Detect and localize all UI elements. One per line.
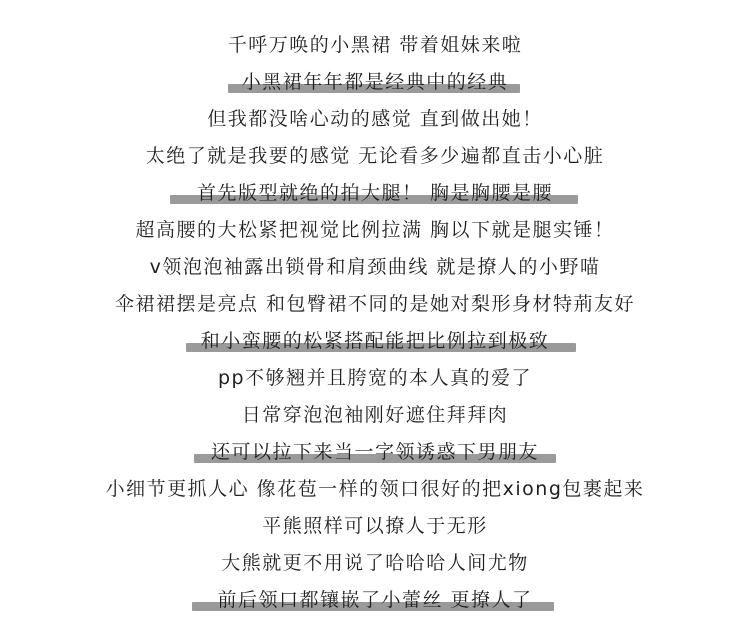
text-line-1 (0, 27, 750, 64)
text-line-9 (0, 323, 750, 360)
text-line-14 (0, 508, 750, 545)
text-line-4 (0, 138, 750, 175)
text-document (0, 27, 750, 619)
text-line-3 (0, 101, 750, 138)
line-text: 小黑裙年年都是经典中的经典 (241, 71, 509, 93)
line-text: 日常穿泡泡袖刚好遮住拜拜肉 (241, 404, 509, 426)
text-line-13 (0, 471, 750, 508)
text-line-10 (0, 360, 750, 397)
text-line-2 (0, 64, 750, 101)
text-line-5 (0, 175, 750, 212)
text-line-6 (0, 212, 750, 249)
line-text: 超高腰的大松紧把视觉比例拉满 胸以下就是腿实锤！ (135, 219, 615, 241)
line-text: 首先版型就绝的拍大腿！ 胸是胸腰是腰 (196, 182, 554, 204)
line-text: 平熊照样可以撩人于无形 (262, 515, 488, 537)
text-line-7 (0, 249, 750, 286)
line-text: v领泡泡袖露出锁骨和肩颈曲线 就是撩人的小野喵 (149, 256, 601, 278)
text-line-8 (0, 286, 750, 323)
line-text: 前后领口都镶嵌了小蕾丝 更撩人了 (217, 589, 533, 611)
text-line-16 (0, 582, 750, 619)
line-text: pp不够翘并且胯宽的本人真的爱了 (217, 367, 533, 389)
line-text: 太绝了就是我要的感觉 无论看多少遍都直击小心脏 (145, 145, 605, 167)
line-text: 但我都没啥心动的感觉 直到做出她！ (207, 108, 543, 130)
line-text: 和小蛮腰的松紧搭配能把比例拉到极致 (200, 330, 550, 352)
text-line-11 (0, 397, 750, 434)
line-text: 千呼万唤的小黑裙 带着姐妹来啦 (227, 34, 523, 56)
line-text: 小细节更抓人心 像花苞一样的领口很好的把xiong包裹起来 (105, 478, 645, 500)
line-text: 大熊就更不用说了哈哈哈人间尤物 (221, 552, 529, 574)
text-line-12 (0, 434, 750, 471)
line-text: 还可以拉下来当一字领诱惑下男朋友 (210, 441, 539, 463)
text-line-15 (0, 545, 750, 582)
line-text: 伞裙裙摆是亮点 和包臀裙不同的是她对梨形身材特荊友好 (114, 293, 636, 315)
